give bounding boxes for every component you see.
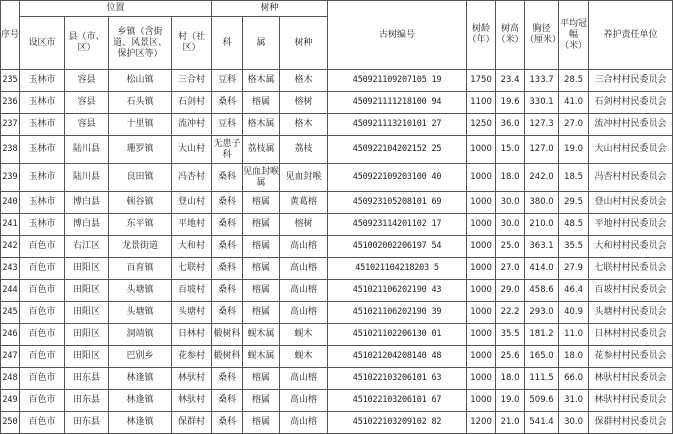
cell-city: 百色市 — [20, 368, 65, 390]
cell-unit: 三合村村民委员会 — [589, 70, 673, 92]
cell-species: 格木 — [280, 114, 328, 136]
header-genus: 属 — [243, 17, 280, 70]
table-row — [1, 192, 673, 214]
cell-seq: 250 — [1, 412, 20, 434]
cell-county: 右江区 — [65, 236, 109, 258]
cell-height: 25.6 — [496, 346, 525, 368]
cell-code: 451022103206101 67 — [328, 390, 467, 412]
cell-genus: 格木属 — [243, 70, 280, 92]
cell-city: 百色市 — [20, 324, 65, 346]
cell-town: 林逢镇 — [109, 390, 172, 412]
cell-species: 见血封喉 — [280, 164, 328, 192]
cell-city: 百色市 — [20, 236, 65, 258]
cell-crown: 18.0 — [559, 346, 589, 368]
cell-village: 石剑村 — [172, 92, 212, 114]
cell-county: 田阳区 — [65, 324, 109, 346]
cell-dbh: 127.0 — [525, 136, 559, 164]
cell-dbh: 181.2 — [525, 324, 559, 346]
cell-species: 高山榕 — [280, 258, 328, 280]
cell-height: 27.0 — [496, 258, 525, 280]
cell-village: 大山村 — [172, 136, 212, 164]
cell-age: 1000 — [467, 390, 496, 412]
cell-town: 巴别乡 — [109, 346, 172, 368]
cell-family: 桑科 — [212, 258, 243, 280]
cell-species: 高山榕 — [280, 368, 328, 390]
cell-seq: 243 — [1, 258, 20, 280]
header-town: 乡镇（含街道、风景区、保护区等） — [109, 17, 172, 70]
cell-species: 蚬木 — [280, 346, 328, 368]
cell-species: 黄葛榕 — [280, 192, 328, 214]
cell-village: 三合村 — [172, 70, 212, 92]
cell-crown: 66.0 — [559, 368, 589, 390]
header-crown: 平均冠幅（米） — [559, 1, 589, 70]
cell-town: 龙景街道 — [109, 236, 172, 258]
cell-county: 田东县 — [65, 390, 109, 412]
cell-family: 桑科 — [212, 368, 243, 390]
cell-genus: 见血封喉属 — [243, 164, 280, 192]
header-seq: 序号 — [1, 1, 20, 70]
cell-age: 1000 — [467, 324, 496, 346]
table-row — [1, 114, 673, 136]
cell-town: 林逢镇 — [109, 368, 172, 390]
cell-seq: 236 — [1, 92, 20, 114]
cell-seq: 244 — [1, 280, 20, 302]
cell-dbh: 414.0 — [525, 258, 559, 280]
cell-seq: 238 — [1, 136, 20, 164]
cell-genus: 榕属 — [243, 280, 280, 302]
cell-genus: 荔枝属 — [243, 136, 280, 164]
cell-code: 450923114201102 17 — [328, 214, 467, 236]
cell-species: 榕树 — [280, 214, 328, 236]
cell-code: 451021104218203 5 — [328, 258, 467, 280]
cell-village: 头塘村 — [172, 302, 212, 324]
cell-family: 桑科 — [212, 192, 243, 214]
header-species-group: 树种 — [212, 1, 328, 17]
cell-village: 林驮村 — [172, 368, 212, 390]
cell-unit: 石剑村村民委员会 — [589, 92, 673, 114]
cell-height: 18.0 — [496, 164, 525, 192]
table-row — [1, 302, 673, 324]
cell-dbh: 165.0 — [525, 346, 559, 368]
cell-crown: 11.0 — [559, 324, 589, 346]
cell-crown: 19.0 — [559, 136, 589, 164]
cell-town: 顿谷镇 — [109, 192, 172, 214]
cell-age: 1000 — [467, 302, 496, 324]
cell-family: 椴树科 — [212, 324, 243, 346]
header-city: 设区市 — [20, 17, 65, 70]
cell-crown: 18.5 — [559, 164, 589, 192]
cell-height: 30.0 — [496, 192, 525, 214]
header-age: 树龄（年） — [467, 1, 496, 70]
cell-seq: 246 — [1, 324, 20, 346]
cell-county: 容县 — [65, 92, 109, 114]
cell-code: 451021106202190 43 — [328, 280, 467, 302]
cell-age: 1000 — [467, 192, 496, 214]
cell-code: 451022103209102 82 — [328, 412, 467, 434]
table-row — [1, 236, 673, 258]
cell-species: 高山榕 — [280, 412, 328, 434]
cell-genus: 榕属 — [243, 258, 280, 280]
cell-family: 豆科 — [212, 114, 243, 136]
cell-family: 椴树科 — [212, 346, 243, 368]
cell-city: 玉林市 — [20, 164, 65, 192]
cell-family: 桑科 — [212, 412, 243, 434]
cell-age: 1200 — [467, 412, 496, 434]
header-family: 科 — [212, 17, 243, 70]
table-row — [1, 412, 673, 434]
table-row — [1, 136, 673, 164]
table-row — [1, 214, 673, 236]
cell-code: 451021106202190 39 — [328, 302, 467, 324]
cell-dbh: 458.6 — [525, 280, 559, 302]
header-county: 县（市、区） — [65, 17, 109, 70]
cell-dbh: 509.6 — [525, 390, 559, 412]
table-row — [1, 70, 673, 92]
cell-county: 田阳区 — [65, 346, 109, 368]
cell-seq: 245 — [1, 302, 20, 324]
cell-age: 1000 — [467, 346, 496, 368]
cell-county: 陆川县 — [65, 164, 109, 192]
cell-town: 洞靖镇 — [109, 324, 172, 346]
cell-city: 玉林市 — [20, 70, 65, 92]
table-row — [1, 280, 673, 302]
cell-crown: 29.5 — [559, 192, 589, 214]
cell-species: 高山榕 — [280, 236, 328, 258]
cell-crown: 30.0 — [559, 412, 589, 434]
cell-code: 450921109207105 19 — [328, 70, 467, 92]
cell-age: 1000 — [467, 258, 496, 280]
cell-dbh: 133.7 — [525, 70, 559, 92]
cell-seq: 247 — [1, 346, 20, 368]
cell-town: 松山镇 — [109, 70, 172, 92]
cell-species: 蚬木 — [280, 324, 328, 346]
cell-code: 450923105208101 69 — [328, 192, 467, 214]
cell-crown: 40.9 — [559, 302, 589, 324]
cell-genus: 格木属 — [243, 114, 280, 136]
cell-county: 陆川县 — [65, 136, 109, 164]
cell-county: 田阳区 — [65, 258, 109, 280]
table-row — [1, 258, 673, 280]
cell-genus: 榕属 — [243, 302, 280, 324]
cell-species: 高山榕 — [280, 390, 328, 412]
cell-town: 十里镇 — [109, 114, 172, 136]
cell-family: 桑科 — [212, 390, 243, 412]
cell-genus: 榕属 — [243, 236, 280, 258]
cell-village: 林驮村 — [172, 390, 212, 412]
cell-county: 田东县 — [65, 412, 109, 434]
cell-seq: 235 — [1, 70, 20, 92]
cell-code: 450922104202152 25 — [328, 136, 467, 164]
cell-village: 冯杏村 — [172, 164, 212, 192]
table-body — [1, 70, 673, 434]
cell-dbh: 210.0 — [525, 214, 559, 236]
cell-city: 玉林市 — [20, 214, 65, 236]
cell-age: 1000 — [467, 164, 496, 192]
cell-city: 百色市 — [20, 346, 65, 368]
cell-species: 榕树 — [280, 92, 328, 114]
cell-family: 桑科 — [212, 214, 243, 236]
header-unit: 养护责任单位 — [589, 1, 673, 70]
table-row — [1, 92, 673, 114]
cell-unit: 冯杏村村民委员会 — [589, 164, 673, 192]
cell-dbh: 111.5 — [525, 368, 559, 390]
cell-genus: 蚬木属 — [243, 346, 280, 368]
cell-town: 百育镇 — [109, 258, 172, 280]
cell-crown: 31.0 — [559, 390, 589, 412]
cell-dbh: 363.1 — [525, 236, 559, 258]
cell-town: 林逢镇 — [109, 412, 172, 434]
cell-county: 田阳区 — [65, 280, 109, 302]
cell-code: 451021102206130 01 — [328, 324, 467, 346]
cell-dbh: 127.3 — [525, 114, 559, 136]
cell-village: 流冲村 — [172, 114, 212, 136]
cell-unit: 林驮村村民委员会 — [589, 368, 673, 390]
cell-village: 平地村 — [172, 214, 212, 236]
cell-unit: 百坡村村民委员会 — [589, 280, 673, 302]
cell-family: 豆科 — [212, 70, 243, 92]
cell-unit: 平地村村民委员会 — [589, 214, 673, 236]
cell-height: 35.5 — [496, 324, 525, 346]
table-row — [1, 368, 673, 390]
table-header — [1, 1, 673, 70]
cell-county: 博白县 — [65, 192, 109, 214]
cell-dbh: 330.1 — [525, 92, 559, 114]
cell-village: 大和村 — [172, 236, 212, 258]
cell-city: 玉林市 — [20, 136, 65, 164]
cell-height: 21.0 — [496, 412, 525, 434]
cell-age: 1100 — [467, 92, 496, 114]
cell-village: 花参村 — [172, 346, 212, 368]
cell-city: 玉林市 — [20, 192, 65, 214]
cell-age: 1000 — [467, 280, 496, 302]
cell-age: 1250 — [467, 114, 496, 136]
cell-seq: 242 — [1, 236, 20, 258]
header-height: 树高（米） — [496, 1, 525, 70]
cell-height: 18.0 — [496, 368, 525, 390]
cell-age: 1750 — [467, 70, 496, 92]
cell-species: 格木 — [280, 70, 328, 92]
cell-family: 桑科 — [212, 280, 243, 302]
cell-city: 玉林市 — [20, 92, 65, 114]
cell-genus: 榕属 — [243, 214, 280, 236]
cell-height: 15.0 — [496, 136, 525, 164]
cell-family: 桑科 — [212, 236, 243, 258]
cell-crown: 48.5 — [559, 214, 589, 236]
cell-county: 博白县 — [65, 214, 109, 236]
cell-seq: 239 — [1, 164, 20, 192]
cell-unit: 七联村村民委员会 — [589, 258, 673, 280]
cell-county: 容县 — [65, 70, 109, 92]
cell-unit: 林驮村村民委员会 — [589, 390, 673, 412]
cell-village: 百坡村 — [172, 280, 212, 302]
cell-unit: 保群村村民委员会 — [589, 412, 673, 434]
cell-height: 19.0 — [496, 390, 525, 412]
cell-village: 七联村 — [172, 258, 212, 280]
cell-height: 30.0 — [496, 214, 525, 236]
cell-village: 日林村 — [172, 324, 212, 346]
cell-dbh: 380.0 — [525, 192, 559, 214]
header-dbh: 胸径（厘米） — [525, 1, 559, 70]
cell-city: 百色市 — [20, 280, 65, 302]
cell-town: 良田镇 — [109, 164, 172, 192]
cell-city: 百色市 — [20, 302, 65, 324]
cell-seq: 240 — [1, 192, 20, 214]
cell-seq: 249 — [1, 390, 20, 412]
cell-family: 桑科 — [212, 302, 243, 324]
cell-code: 451021204208140 48 — [328, 346, 467, 368]
cell-unit: 花参村村民委员会 — [589, 346, 673, 368]
cell-height: 22.2 — [496, 302, 525, 324]
cell-city: 玉林市 — [20, 114, 65, 136]
cell-genus: 榕属 — [243, 412, 280, 434]
cell-height: 23.4 — [496, 70, 525, 92]
cell-town: 石头镇 — [109, 92, 172, 114]
cell-crown: 46.4 — [559, 280, 589, 302]
cell-town: 东平镇 — [109, 214, 172, 236]
cell-city: 百色市 — [20, 390, 65, 412]
cell-height: 19.6 — [496, 92, 525, 114]
cell-crown: 41.0 — [559, 92, 589, 114]
cell-village: 登山村 — [172, 192, 212, 214]
cell-code: 450921111218100 94 — [328, 92, 467, 114]
cell-height: 36.0 — [496, 114, 525, 136]
cell-seq: 241 — [1, 214, 20, 236]
table-row — [1, 346, 673, 368]
cell-unit: 头塘村村民委员会 — [589, 302, 673, 324]
cell-dbh: 242.0 — [525, 164, 559, 192]
cell-family: 桑科 — [212, 164, 243, 192]
cell-age: 1000 — [467, 236, 496, 258]
cell-seq: 237 — [1, 114, 20, 136]
cell-crown: 27.9 — [559, 258, 589, 280]
cell-unit: 日林村村民委员会 — [589, 324, 673, 346]
table-row — [1, 164, 673, 192]
cell-genus: 榕属 — [243, 192, 280, 214]
cell-dbh: 541.4 — [525, 412, 559, 434]
cell-seq: 248 — [1, 368, 20, 390]
cell-unit: 大山村村民委员会 — [589, 136, 673, 164]
cell-genus: 榕属 — [243, 368, 280, 390]
cell-age: 1000 — [467, 136, 496, 164]
cell-unit: 大和村村民委员会 — [589, 236, 673, 258]
cell-crown: 28.5 — [559, 70, 589, 92]
header-location: 位置 — [20, 1, 212, 17]
cell-unit: 流冲村村民委员会 — [589, 114, 673, 136]
cell-dbh: 293.0 — [525, 302, 559, 324]
cell-code: 450921113210101 27 — [328, 114, 467, 136]
cell-county: 田东县 — [65, 368, 109, 390]
cell-code: 451022103206101 63 — [328, 368, 467, 390]
cell-species: 荔枝 — [280, 136, 328, 164]
cell-species: 高山榕 — [280, 280, 328, 302]
cell-family: 无患子科 — [212, 136, 243, 164]
cell-village: 保群村 — [172, 412, 212, 434]
cell-age: 1000 — [467, 368, 496, 390]
cell-crown: 27.0 — [559, 114, 589, 136]
cell-genus: 榕属 — [243, 92, 280, 114]
cell-code: 451002002206197 54 — [328, 236, 467, 258]
cell-crown: 35.5 — [559, 236, 589, 258]
cell-genus: 蚬木属 — [243, 324, 280, 346]
cell-unit: 登山村村民委员会 — [589, 192, 673, 214]
cell-town: 头塘镇 — [109, 302, 172, 324]
header-village: 村（社区） — [172, 17, 212, 70]
cell-city: 百色市 — [20, 412, 65, 434]
cell-county: 田阳区 — [65, 302, 109, 324]
cell-height: 25.0 — [496, 236, 525, 258]
cell-genus: 榕属 — [243, 390, 280, 412]
cell-height: 29.0 — [496, 280, 525, 302]
header-species: 树种 — [280, 17, 328, 70]
cell-town: 头塘镇 — [109, 280, 172, 302]
cell-code: 450922109203100 40 — [328, 164, 467, 192]
cell-city: 百色市 — [20, 258, 65, 280]
cell-county: 容县 — [65, 114, 109, 136]
cell-town: 珊罗镇 — [109, 136, 172, 164]
header-code: 古树编号 — [328, 1, 467, 70]
cell-family: 桑科 — [212, 92, 243, 114]
table-row — [1, 390, 673, 412]
cell-species: 高山榕 — [280, 302, 328, 324]
table-row — [1, 324, 673, 346]
cell-age: 1000 — [467, 214, 496, 236]
